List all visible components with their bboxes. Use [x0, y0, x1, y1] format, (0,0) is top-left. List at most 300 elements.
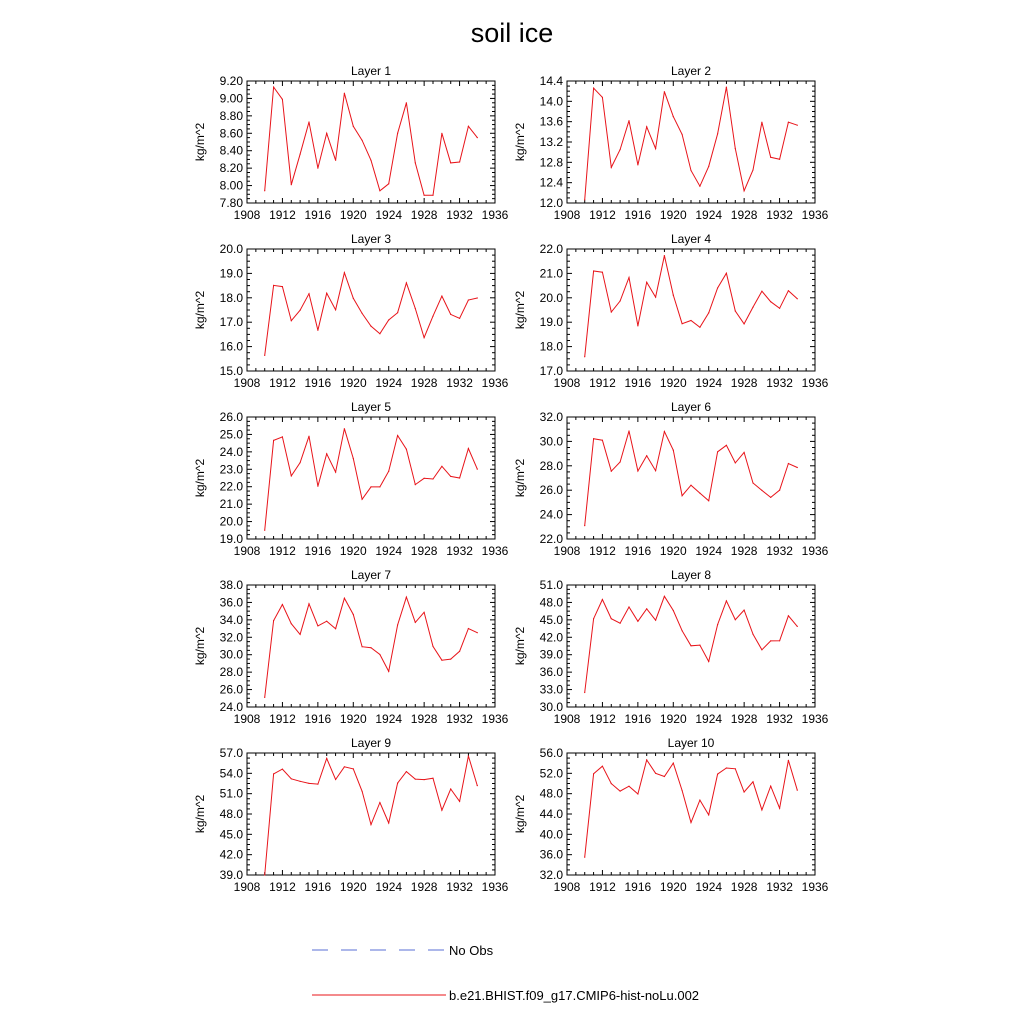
x-tick-label: 1912	[589, 544, 616, 558]
y-tick-label: 20.0	[539, 290, 563, 305]
y-axis-label: kg/m^2	[513, 458, 527, 498]
x-tick-label: 1912	[269, 208, 296, 222]
data-point	[477, 469, 478, 470]
data-point	[326, 453, 327, 454]
data-point	[620, 791, 621, 792]
y-tick-label: 44.0	[539, 807, 563, 821]
x-tick-label: 1928	[730, 712, 758, 726]
x-tick-label: 1908	[233, 544, 261, 558]
y-tick-label: 8.80	[219, 108, 243, 123]
data-point	[761, 490, 762, 491]
x-tick-label: 1924	[375, 544, 403, 558]
legend	[312, 943, 699, 1003]
data-point	[459, 318, 460, 319]
x-tick-label: 1928	[410, 712, 438, 726]
x-tick-label: 1916	[624, 880, 652, 894]
data-point	[655, 620, 656, 621]
data-point	[602, 766, 603, 767]
data-point	[770, 640, 771, 641]
x-tick-label: 1932	[446, 880, 473, 894]
data-point	[468, 755, 469, 756]
data-point	[370, 326, 371, 327]
x-tick-label: 1912	[589, 880, 616, 894]
data-point	[468, 448, 469, 449]
data-point	[690, 485, 691, 486]
data-point	[397, 312, 398, 313]
plot-frame	[247, 81, 495, 203]
data-point	[673, 116, 674, 117]
x-tick-label: 1924	[375, 880, 403, 894]
data-point	[432, 478, 433, 479]
data-point	[673, 450, 674, 451]
legend-obs-label: No Obs	[449, 943, 494, 958]
y-tick-label: 22.0	[539, 532, 563, 546]
panel-title: Layer 10	[667, 736, 715, 750]
data-point	[779, 308, 780, 309]
data-point	[477, 297, 478, 298]
panel-title: Layer 9	[350, 736, 392, 750]
data-point	[690, 170, 691, 171]
data-point	[611, 471, 612, 472]
y-tick-label: 24.0	[219, 700, 243, 714]
data-point	[752, 482, 753, 483]
data-point	[379, 802, 380, 803]
data-point	[415, 484, 416, 485]
data-point	[477, 137, 478, 138]
data-point	[735, 310, 736, 311]
y-tick-label: 24.0	[539, 507, 563, 522]
panel-grid	[193, 64, 829, 894]
x-tick-label: 1928	[410, 880, 438, 894]
x-tick-label: 1916	[304, 880, 332, 894]
data-point	[370, 160, 371, 161]
y-tick-label: 36.0	[539, 847, 563, 862]
panel-title: Layer 3	[350, 232, 392, 246]
data-point	[628, 120, 629, 121]
data-point	[477, 632, 478, 633]
data-point	[620, 149, 621, 150]
x-tick-label: 1932	[766, 880, 793, 894]
y-tick-label: 17.0	[539, 364, 563, 378]
data-point	[335, 309, 336, 310]
data-point	[655, 297, 656, 298]
data-point	[441, 296, 442, 297]
y-tick-label: 48.0	[539, 786, 563, 801]
y-tick-label: 32.0	[539, 868, 563, 882]
y-tick-label: 38.0	[219, 578, 243, 592]
y-tick-label: 13.2	[539, 135, 563, 149]
data-point	[291, 320, 292, 321]
data-point	[432, 195, 433, 196]
data-point	[388, 471, 389, 472]
series-line	[265, 87, 478, 195]
y-tick-label: 26.0	[219, 410, 243, 424]
data-point	[611, 618, 612, 619]
data-point	[468, 299, 469, 300]
y-axis-label: kg/m^2	[193, 458, 207, 498]
data-point	[406, 449, 407, 450]
y-tick-label: 32.0	[539, 410, 563, 424]
data-point	[415, 622, 416, 623]
data-point	[699, 186, 700, 187]
x-tick-label: 1920	[339, 208, 367, 222]
data-point	[450, 788, 451, 789]
y-tick-label: 9.20	[219, 74, 243, 88]
legend-model-label: b.e21.BHIST.f09_g17.CMIP6-hist-noLu.002	[449, 988, 700, 1003]
data-point	[468, 628, 469, 629]
data-point	[620, 300, 621, 301]
data-point	[708, 312, 709, 313]
data-point	[291, 184, 292, 185]
series-line	[265, 273, 478, 356]
data-point	[761, 809, 762, 810]
x-tick-label: 1932	[446, 208, 473, 222]
data-point	[602, 272, 603, 273]
panel-layer-10	[513, 736, 829, 894]
data-point	[682, 630, 683, 631]
y-tick-label: 51.0	[219, 786, 243, 801]
data-point	[788, 122, 789, 123]
x-tick-label: 1916	[624, 376, 652, 390]
data-point	[362, 646, 363, 647]
y-tick-label: 18.0	[539, 339, 563, 354]
x-tick-label: 1936	[481, 880, 509, 894]
y-tick-label: 17.0	[219, 315, 243, 330]
data-point	[752, 307, 753, 308]
data-point	[317, 784, 318, 785]
data-point	[326, 621, 327, 622]
data-point	[264, 874, 265, 875]
data-point	[450, 162, 451, 163]
panel-layer-9	[193, 736, 509, 894]
x-tick-label: 1920	[659, 376, 687, 390]
panel-title: Layer 5	[350, 400, 392, 414]
x-tick-label: 1916	[624, 544, 652, 558]
data-point	[708, 661, 709, 662]
data-point	[682, 134, 683, 135]
data-point	[690, 645, 691, 646]
data-point	[584, 857, 585, 858]
data-point	[637, 164, 638, 165]
y-tick-label: 14.0	[539, 94, 563, 109]
plot-frame	[247, 585, 495, 707]
data-point	[682, 323, 683, 324]
data-point	[388, 319, 389, 320]
x-tick-label: 1936	[481, 712, 509, 726]
data-point	[335, 472, 336, 473]
data-point	[291, 623, 292, 624]
data-point	[317, 625, 318, 626]
y-tick-label: 26.0	[539, 483, 563, 498]
y-tick-label: 57.0	[219, 746, 243, 760]
x-tick-label: 1912	[269, 712, 296, 726]
data-point	[406, 102, 407, 103]
y-tick-label: 16.0	[219, 339, 243, 354]
x-tick-label: 1936	[481, 208, 509, 222]
data-point	[441, 133, 442, 134]
y-tick-label: 20.0	[219, 242, 243, 256]
plot-frame	[567, 249, 815, 371]
x-tick-label: 1924	[695, 712, 723, 726]
x-tick-label: 1936	[801, 712, 829, 726]
data-point	[788, 760, 789, 761]
x-tick-label: 1912	[589, 712, 616, 726]
x-tick-label: 1924	[695, 376, 723, 390]
data-point	[628, 786, 629, 787]
data-point	[291, 475, 292, 476]
y-axis-label: kg/m^2	[193, 290, 207, 330]
data-point	[362, 499, 363, 500]
data-point	[264, 355, 265, 356]
x-tick-label: 1908	[553, 712, 581, 726]
x-tick-label: 1936	[801, 880, 829, 894]
data-point	[602, 440, 603, 441]
data-point	[744, 323, 745, 324]
data-point	[779, 490, 780, 491]
x-tick-label: 1908	[553, 880, 581, 894]
panel-layer-4	[513, 232, 829, 390]
data-point	[362, 791, 363, 792]
data-point	[370, 824, 371, 825]
data-point	[282, 286, 283, 287]
data-point	[379, 486, 380, 487]
y-axis-label: kg/m^2	[513, 122, 527, 162]
data-point	[406, 597, 407, 598]
x-tick-label: 1932	[446, 712, 473, 726]
data-point	[646, 608, 647, 609]
data-point	[735, 619, 736, 620]
data-point	[282, 769, 283, 770]
data-point	[788, 463, 789, 464]
panel-title: Layer 2	[670, 64, 712, 78]
x-tick-label: 1932	[766, 208, 793, 222]
y-tick-label: 28.0	[219, 665, 243, 680]
series-line	[265, 429, 478, 531]
x-tick-label: 1908	[553, 376, 581, 390]
data-point	[788, 290, 789, 291]
y-tick-label: 19.0	[219, 266, 243, 281]
x-tick-label: 1912	[589, 208, 616, 222]
data-point	[708, 166, 709, 167]
data-point	[744, 791, 745, 792]
data-point	[646, 455, 647, 456]
y-tick-label: 13.6	[539, 114, 563, 129]
data-point	[273, 285, 274, 286]
y-tick-label: 33.0	[539, 682, 563, 697]
data-point	[584, 525, 585, 526]
data-point	[441, 466, 442, 467]
data-point	[744, 190, 745, 191]
data-point	[264, 530, 265, 531]
data-point	[646, 126, 647, 127]
data-point	[282, 604, 283, 605]
y-axis-label: kg/m^2	[513, 794, 527, 834]
data-point	[300, 634, 301, 635]
data-point	[735, 768, 736, 769]
x-tick-label: 1936	[801, 208, 829, 222]
data-point	[424, 612, 425, 613]
x-tick-label: 1928	[730, 880, 758, 894]
x-tick-label: 1920	[339, 376, 367, 390]
data-point	[353, 126, 354, 127]
data-point	[664, 776, 665, 777]
data-point	[699, 493, 700, 494]
series-line	[585, 596, 798, 692]
data-point	[308, 436, 309, 437]
data-point	[388, 671, 389, 672]
data-point	[744, 610, 745, 611]
y-axis-label: kg/m^2	[193, 122, 207, 162]
y-tick-label: 34.0	[219, 612, 243, 627]
data-point	[593, 438, 594, 439]
data-point	[664, 431, 665, 432]
y-axis-label: kg/m^2	[513, 290, 527, 330]
data-point	[424, 195, 425, 196]
x-tick-label: 1932	[766, 544, 793, 558]
data-point	[300, 462, 301, 463]
y-tick-label: 56.0	[539, 746, 563, 760]
series-line	[585, 431, 798, 526]
data-point	[441, 660, 442, 661]
data-point	[744, 452, 745, 453]
data-point	[397, 133, 398, 134]
x-tick-label: 1908	[553, 544, 581, 558]
panel-title: Layer 8	[670, 568, 712, 582]
panel-layer-3	[193, 232, 509, 390]
data-point	[682, 495, 683, 496]
data-point	[308, 603, 309, 604]
data-point	[788, 615, 789, 616]
data-point	[646, 282, 647, 283]
data-point	[664, 91, 665, 92]
x-tick-label: 1916	[304, 544, 332, 558]
data-point	[752, 781, 753, 782]
y-tick-label: 48.0	[539, 595, 563, 610]
data-point	[735, 462, 736, 463]
y-tick-label: 36.0	[219, 595, 243, 610]
data-point	[459, 801, 460, 802]
x-tick-label: 1932	[766, 712, 793, 726]
y-tick-label: 40.0	[539, 827, 563, 842]
data-point	[308, 783, 309, 784]
y-tick-label: 45.0	[539, 612, 563, 627]
data-point	[317, 330, 318, 331]
data-point	[770, 497, 771, 498]
data-point	[388, 822, 389, 823]
y-tick-label: 19.0	[539, 315, 563, 330]
y-tick-label: 21.0	[219, 497, 243, 512]
data-point	[797, 626, 798, 627]
y-tick-label: 54.0	[219, 766, 243, 781]
y-tick-label: 8.40	[219, 143, 243, 158]
x-tick-label: 1916	[304, 712, 332, 726]
y-tick-label: 12.4	[539, 175, 563, 190]
data-point	[326, 133, 327, 134]
data-point	[797, 298, 798, 299]
y-tick-label: 39.0	[539, 647, 563, 662]
data-point	[273, 87, 274, 88]
data-point	[353, 768, 354, 769]
data-point	[602, 97, 603, 98]
data-point	[308, 121, 309, 122]
data-point	[335, 628, 336, 629]
y-tick-label: 52.0	[539, 766, 563, 781]
data-point	[726, 87, 727, 88]
data-point	[344, 598, 345, 599]
data-point	[620, 461, 621, 462]
data-point	[690, 822, 691, 823]
data-point	[584, 356, 585, 357]
data-point	[682, 790, 683, 791]
data-point	[797, 125, 798, 126]
data-point	[726, 273, 727, 274]
data-point	[353, 298, 354, 299]
data-point	[459, 651, 460, 652]
x-tick-label: 1924	[695, 880, 723, 894]
y-tick-label: 14.4	[539, 74, 563, 88]
series-line	[585, 256, 798, 357]
x-tick-label: 1924	[375, 376, 403, 390]
data-point	[264, 190, 265, 191]
y-tick-label: 8.00	[219, 178, 243, 193]
x-tick-label: 1920	[659, 544, 687, 558]
data-point	[655, 773, 656, 774]
data-point	[397, 624, 398, 625]
data-point	[602, 599, 603, 600]
plot-frame	[567, 753, 815, 875]
y-tick-label: 30.0	[539, 700, 563, 714]
y-tick-label: 42.0	[219, 847, 243, 862]
y-axis-label: kg/m^2	[513, 626, 527, 666]
plot-frame	[567, 417, 815, 539]
x-tick-label: 1928	[410, 208, 438, 222]
x-tick-label: 1908	[233, 208, 261, 222]
x-tick-label: 1912	[269, 880, 296, 894]
y-tick-label: 24.0	[219, 444, 243, 459]
data-point	[655, 470, 656, 471]
x-tick-label: 1924	[375, 208, 403, 222]
x-tick-label: 1936	[481, 376, 509, 390]
data-point	[717, 451, 718, 452]
x-tick-label: 1912	[269, 544, 296, 558]
x-tick-label: 1920	[339, 880, 367, 894]
data-point	[450, 659, 451, 660]
x-tick-label: 1920	[659, 880, 687, 894]
data-point	[370, 647, 371, 648]
x-tick-label: 1928	[730, 544, 758, 558]
data-point	[726, 600, 727, 601]
data-point	[432, 646, 433, 647]
x-tick-label: 1924	[695, 208, 723, 222]
x-tick-label: 1908	[233, 712, 261, 726]
panel-layer-2	[513, 64, 829, 222]
data-point	[779, 159, 780, 160]
x-tick-label: 1936	[801, 376, 829, 390]
data-point	[637, 470, 638, 471]
data-point	[611, 783, 612, 784]
data-point	[282, 436, 283, 437]
x-tick-label: 1912	[589, 376, 616, 390]
x-tick-label: 1916	[304, 208, 332, 222]
data-point	[690, 320, 691, 321]
data-point	[424, 779, 425, 780]
data-point	[424, 337, 425, 338]
data-point	[611, 167, 612, 168]
data-point	[432, 316, 433, 317]
y-tick-label: 51.0	[539, 578, 563, 592]
x-tick-label: 1908	[233, 376, 261, 390]
data-point	[291, 778, 292, 779]
